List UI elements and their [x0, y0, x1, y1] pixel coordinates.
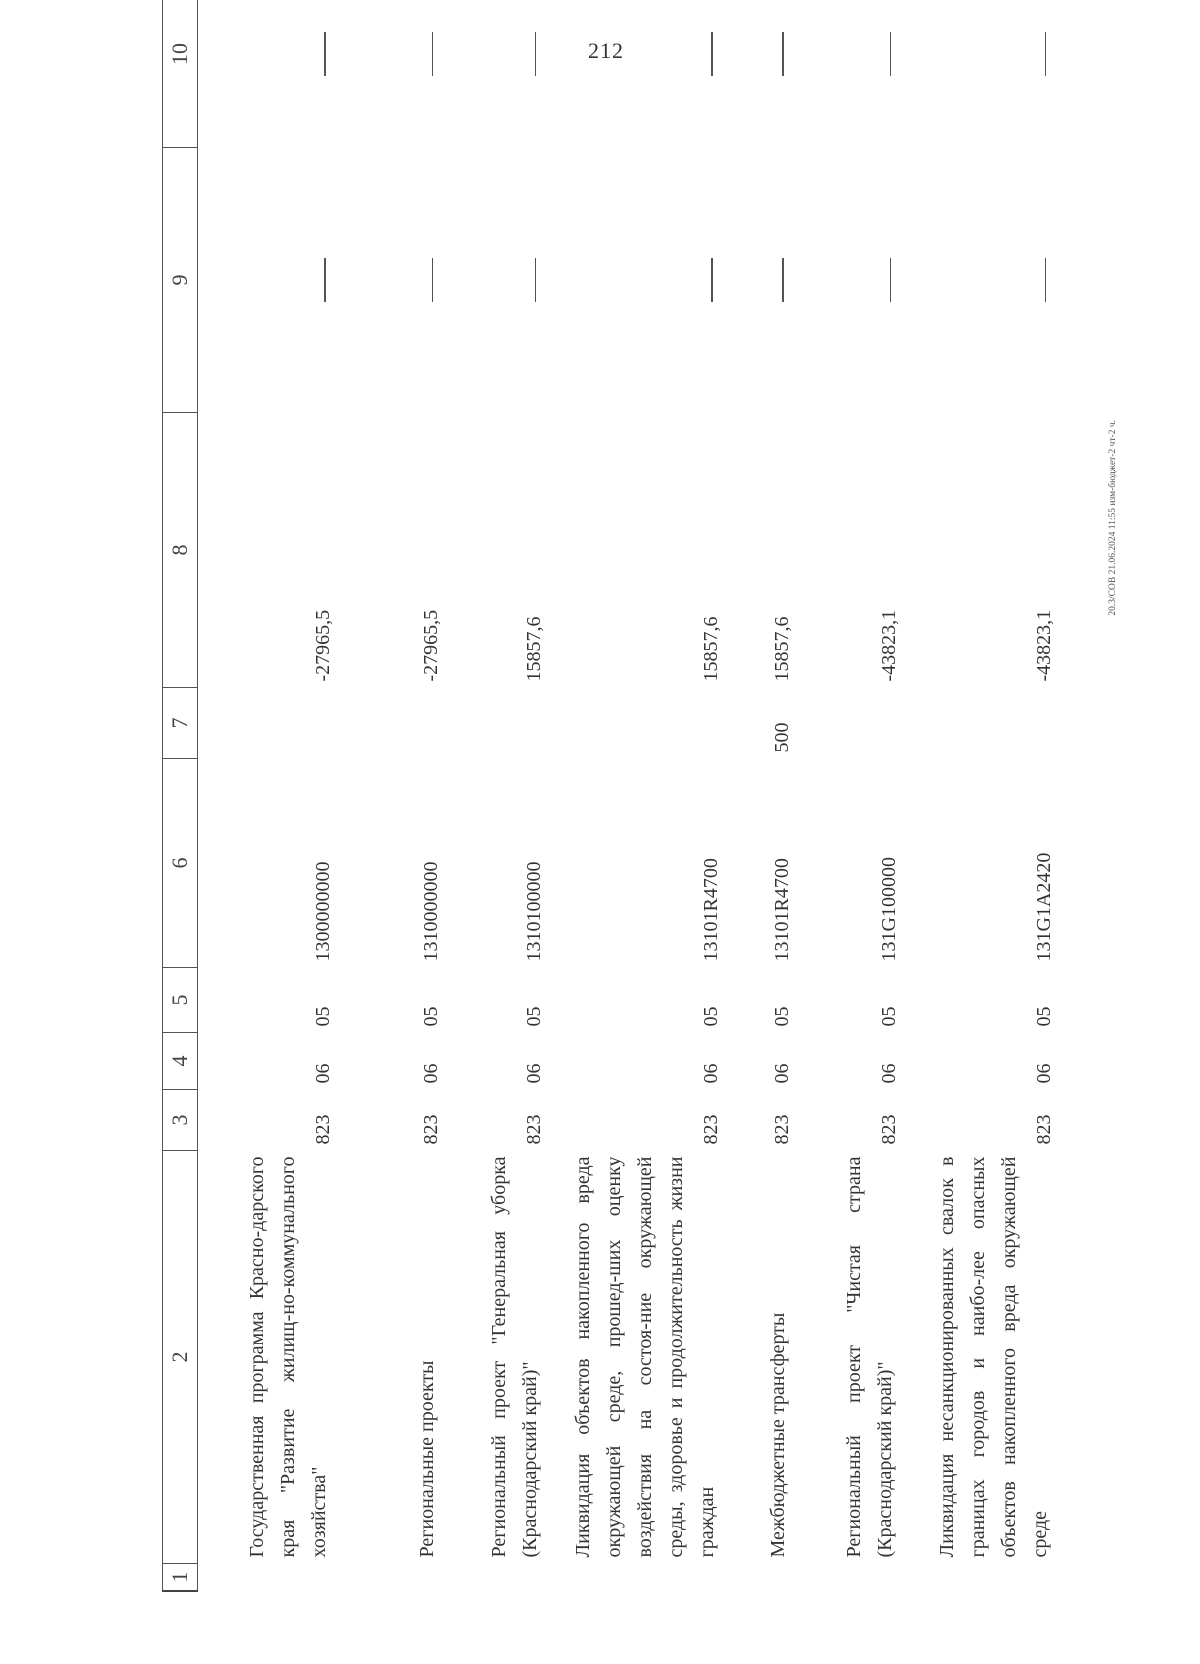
cell-col-6: 1300000000 — [312, 861, 335, 962]
cell-col-4: 06 — [1033, 1063, 1055, 1084]
cell-col-8: 15857,6 — [770, 616, 793, 682]
header-col-10: 10 — [163, 0, 198, 148]
dash-mark — [782, 258, 784, 302]
cell-col-10 — [447, 0, 550, 148]
row-name: Ликвидация объектов накопленного вреда окружающей среде, прошед-ших оценку воздействия на состоя-ние окружающей среды, здоровье и продолжительность жизни граждан — [571, 1156, 718, 1558]
cell-col-4: 06 — [699, 1063, 722, 1084]
cell-col-5: 05 — [1033, 1006, 1055, 1027]
cell-col-5: 05 — [770, 1006, 793, 1027]
dash-mark — [535, 32, 537, 76]
cell-col-6: 13101R4700 — [699, 858, 722, 962]
cell-col-5: 05 — [878, 1006, 901, 1027]
dash-mark — [782, 32, 784, 76]
row-name: Региональный проект "Чистая страна (Краснодарский край)" — [843, 1156, 897, 1558]
table-row — [447, 0, 550, 1591]
cell-col-3: 823 — [699, 1114, 722, 1145]
cell-col-9 — [727, 148, 798, 413]
dash-mark — [432, 258, 434, 302]
budget-table — [162, 0, 1060, 1592]
cell-col-7 — [339, 688, 447, 759]
table-row — [339, 0, 447, 1591]
dash-mark — [535, 258, 537, 302]
cell-col-3: 823 — [770, 1114, 793, 1145]
cell-col-3: 823 — [523, 1114, 546, 1145]
cell-col-3: 823 — [1033, 1114, 1055, 1145]
header-col-3: 3 — [163, 1090, 198, 1151]
cell-col-6: 1310100000 — [523, 861, 546, 962]
cell-col-5: 05 — [523, 1006, 546, 1027]
cell-col-10 — [905, 0, 1060, 148]
cell-col-7 — [550, 688, 726, 759]
cell-col-8: -27965,5 — [419, 609, 442, 682]
cell-col-7 — [447, 688, 550, 759]
cell-col-7 — [905, 688, 1060, 759]
cell-col-4: 06 — [312, 1063, 335, 1084]
row-name: Ликвидация несанкционированных свалок в границах городов и наибо-лее опасных объектов накопленного вреда окружающей среде — [936, 1156, 1051, 1558]
cell-col-8: -27965,5 — [312, 609, 335, 682]
cell-col-6: 131G1A2420 — [1033, 852, 1055, 962]
row-name: Государственная программа Красно-дарского края "Развитие жилищ-но-коммунального хозяйства" — [246, 1156, 331, 1558]
header-col-4: 4 — [163, 1033, 198, 1090]
header-col-6: 6 — [163, 759, 198, 968]
cell-col-5: 05 — [699, 1006, 722, 1027]
header-col-5: 5 — [163, 968, 198, 1033]
dash-mark — [711, 32, 713, 76]
page-number: 212 — [588, 38, 624, 63]
header-col-2: 2 — [163, 1151, 198, 1564]
cell-col-3: 823 — [878, 1114, 901, 1145]
cell-col-7 — [798, 688, 906, 759]
cell-col-4: 06 — [523, 1063, 546, 1084]
dash-mark — [324, 32, 326, 76]
cell-col-7 — [198, 688, 340, 759]
cell-col-9 — [198, 148, 340, 413]
table-row — [905, 0, 1060, 1591]
dash-mark — [890, 258, 892, 302]
cell-col-9 — [339, 148, 447, 413]
cell-col-3: 823 — [419, 1114, 442, 1145]
table-row — [727, 0, 798, 1591]
cell-col-10 — [198, 0, 340, 148]
header-col-7: 7 — [163, 688, 198, 759]
cell-col-3: 823 — [312, 1114, 335, 1145]
dash-mark — [324, 258, 326, 302]
cell-col-7: 500 — [770, 722, 793, 753]
cell-col-8: 15857,6 — [699, 616, 722, 682]
cell-col-4: 06 — [419, 1063, 442, 1084]
cell-col-5: 05 — [419, 1006, 442, 1027]
row-name: Региональные проекты — [415, 1360, 438, 1558]
cell-col-6: 1310000000 — [419, 861, 442, 962]
cell-col-8: 15857,6 — [523, 616, 546, 682]
cell-col-6: 131G100000 — [878, 857, 901, 962]
cell-col-4: 06 — [770, 1063, 793, 1084]
cell-col-4: 06 — [878, 1063, 901, 1084]
table-header-row — [163, 0, 198, 1591]
dash-mark — [432, 32, 434, 76]
table-row — [198, 0, 340, 1591]
cell-col-10 — [339, 0, 447, 148]
cell-col-10 — [798, 0, 906, 148]
cell-col-6: 13101R4700 — [770, 858, 793, 962]
row-name: Межбюджетные трансферты — [766, 1312, 789, 1558]
cell-col-5: 05 — [312, 1006, 335, 1027]
table-row — [550, 0, 726, 1591]
header-col-8: 8 — [163, 413, 198, 688]
cell-col-10 — [727, 0, 798, 148]
dash-mark — [711, 258, 713, 302]
header-col-9: 9 — [163, 148, 198, 413]
cell-col-8: -43823,1 — [1033, 609, 1055, 682]
cell-col-9 — [447, 148, 550, 413]
dash-mark — [1045, 258, 1047, 302]
document-stamp: 20.3/СОВ 21.06.2024 11:55 изм-бюджет-2 чт-2 ч. — [1108, 420, 1118, 616]
cell-col-9 — [550, 148, 726, 413]
cell-col-9 — [798, 148, 906, 413]
dash-mark — [1045, 32, 1047, 76]
row-name: Региональный проект "Генеральная уборка (Краснодарский край)" — [488, 1156, 542, 1558]
table-row — [798, 0, 906, 1591]
dash-mark — [890, 32, 892, 76]
cell-col-10 — [550, 0, 726, 148]
cell-col-9 — [905, 148, 1060, 413]
cell-col-8: -43823,1 — [878, 609, 901, 682]
header-col-1: 1 — [163, 1564, 198, 1592]
